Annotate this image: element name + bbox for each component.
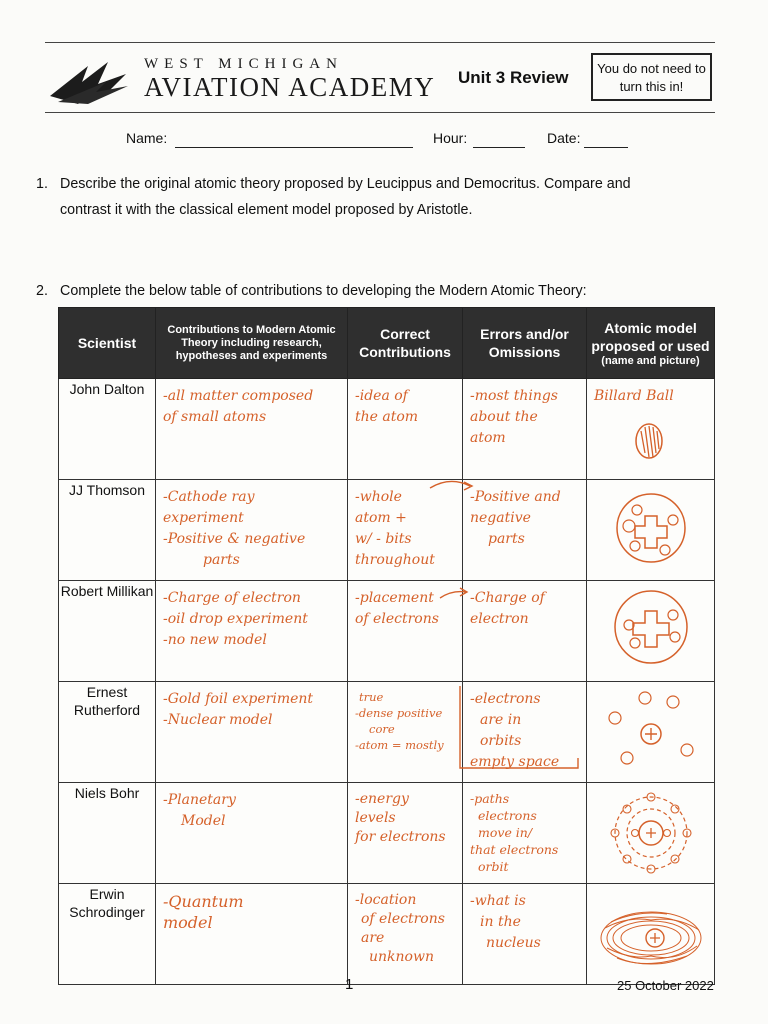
handwriting-line: the atom <box>355 409 419 425</box>
handwriting-line: -location <box>355 892 417 908</box>
header-model-label: Atomic model proposed or used <box>591 319 710 354</box>
handwriting-line: throughout <box>355 552 435 568</box>
handwriting-line: that electrons <box>470 842 559 857</box>
header-correct: Correct Contributions <box>348 308 463 379</box>
header-errors: Errors and/or Omissions <box>463 308 587 379</box>
handwriting-line: w/ - bits <box>355 531 412 547</box>
handwriting-line: -Cathode ray <box>163 489 255 505</box>
handwriting-line: -paths <box>470 791 510 806</box>
handwriting-line: -Charge of <box>470 590 545 606</box>
handwriting-line: are in <box>480 712 522 728</box>
handwriting-line: orbit <box>478 859 509 874</box>
handwriting-line: of small atoms <box>163 409 267 425</box>
handwriting-line: atom + <box>355 510 407 526</box>
handwriting-line: -Positive and <box>470 489 561 505</box>
date-label: Date: <box>547 130 581 146</box>
brand-line-1: WEST MICHIGAN <box>144 56 343 72</box>
name-label: Name: <box>126 130 168 146</box>
handwriting-line: -Nuclear model <box>163 712 273 728</box>
scientist-cell: Erwin Schrodinger <box>59 884 156 985</box>
handwriting-line: -electrons <box>470 691 541 707</box>
header-model-note: (name and picture) <box>601 354 700 367</box>
model-name: Billard Ball <box>594 388 674 404</box>
question-number: 2. <box>36 283 48 299</box>
handwriting-line: of electrons <box>361 911 445 927</box>
handwriting-line: -Charge of electron <box>163 590 301 606</box>
scientist-cell: JJ Thomson <box>59 480 156 581</box>
handwriting-line: true <box>359 690 384 704</box>
footer-date: 25 October 2022 <box>617 978 714 993</box>
handwriting-line: experiment <box>163 510 244 526</box>
handwriting-line: orbits <box>480 733 522 749</box>
handwriting-line: -energy <box>355 791 409 807</box>
handwriting-line: levels <box>355 810 396 826</box>
page-title: Unit 3 Review <box>458 68 569 87</box>
handwriting-line: about the <box>470 409 538 425</box>
handwriting-line: atom <box>470 430 506 446</box>
handwriting-line: -atom = mostly <box>355 738 444 752</box>
notice-box: You do not need to turn this in! <box>591 53 712 101</box>
handwriting-line: negative <box>470 510 531 526</box>
scientist-cell: Robert Millikan <box>59 581 156 682</box>
handwriting-line: nucleus <box>486 935 541 951</box>
header-contributions: Contributions to Modern Atomic Theory including research, hypotheses and experiments <box>156 308 348 379</box>
page-number: 1 <box>345 976 354 993</box>
handwriting-line: -dense positive <box>355 706 443 720</box>
question-1-line-1: Describe the original atomic theory proposed by Leucippus and Democritus. Compare and <box>60 176 631 192</box>
handwriting-line: -whole <box>355 489 402 505</box>
handwriting-line: -idea of <box>355 388 408 404</box>
handwriting-line: -all matter composed <box>163 388 314 404</box>
handwriting-line: -Positive & negative <box>163 531 306 547</box>
handwriting-line: unknown <box>369 949 434 965</box>
hour-label: Hour: <box>433 130 468 146</box>
handwriting-line: in the <box>480 914 521 930</box>
handwriting-line: for electrons <box>355 829 446 845</box>
question-2-text: Complete the below table of contributions to developing the Modern Atomic Theory: <box>60 283 587 299</box>
handwriting-line: -what is <box>470 893 526 909</box>
handwriting-line: of electrons <box>355 611 439 627</box>
header-scientist: Scientist <box>59 308 156 379</box>
handwriting-line: electrons <box>478 808 537 823</box>
handwriting-line: empty space <box>470 754 560 770</box>
handwriting-line: -placement <box>355 590 434 606</box>
brand-line-2: AVIATION ACADEMY <box>144 72 436 102</box>
handwriting-line: -Gold foil experiment <box>163 691 314 707</box>
handwriting-line: -oil drop experiment <box>163 611 308 627</box>
scientist-cell: Niels Bohr <box>59 783 156 884</box>
handwriting-line: electron <box>470 611 529 627</box>
handwriting-line: are <box>361 930 385 946</box>
scientist-cell: John Dalton <box>59 379 156 480</box>
handwriting-line: parts <box>203 552 240 568</box>
handwriting-line: -no new model <box>163 632 267 648</box>
handwriting-line: -Quantum <box>163 892 244 911</box>
handwriting-line: move in/ <box>478 825 533 840</box>
handwriting-line: -most things <box>470 388 558 404</box>
handwriting-line: core <box>369 722 395 736</box>
handwriting-line: model <box>163 913 213 932</box>
question-1-line-2: contrast it with the classical element model proposed by Aristotle. <box>60 202 473 218</box>
handwriting-line: Model <box>181 813 226 829</box>
handwriting-line: parts <box>488 531 525 547</box>
question-number: 1. <box>36 176 48 192</box>
handwriting-line: -Planetary <box>163 792 236 808</box>
scientist-cell: Ernest Rutherford <box>59 682 156 783</box>
